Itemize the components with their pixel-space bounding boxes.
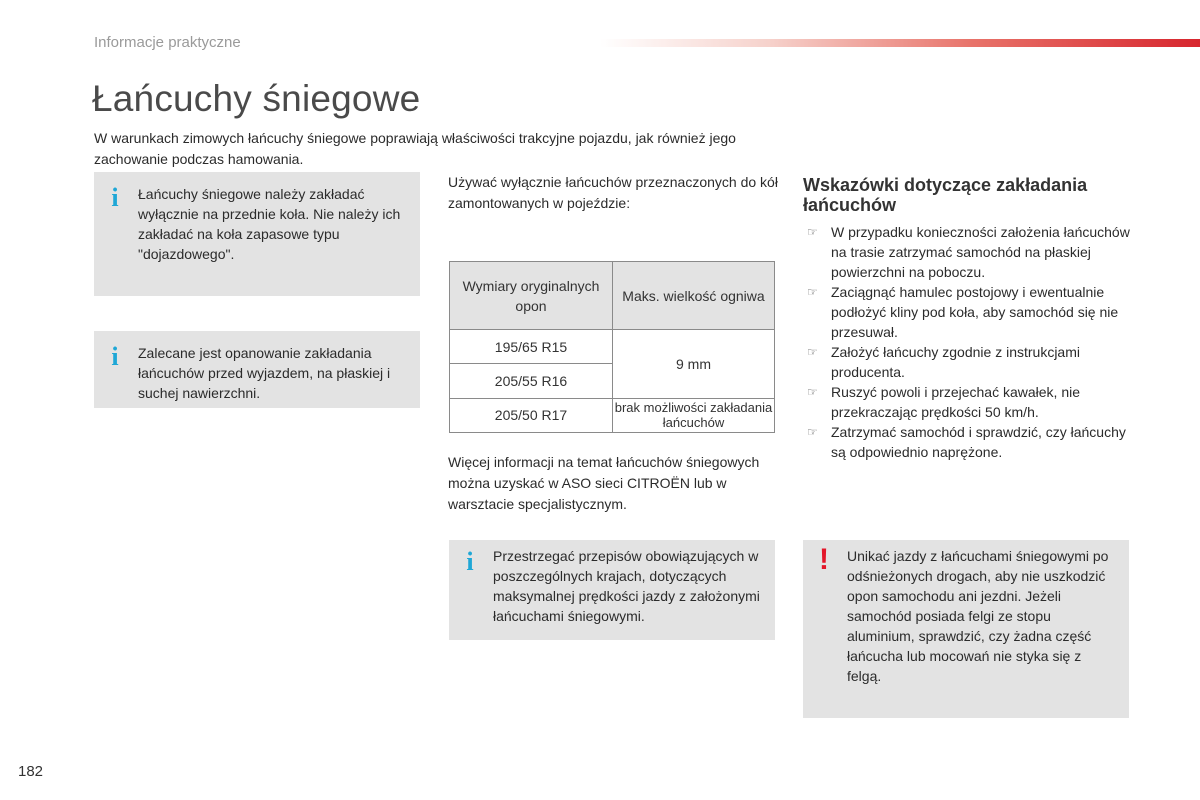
tip-text: Założyć łańcuchy zgodnie z instrukcjami producenta.	[831, 344, 1080, 380]
pointing-hand-icon: ☞	[807, 225, 818, 239]
page-number: 182	[18, 763, 44, 780]
table-cell-tire: 195/65 R15	[450, 330, 613, 364]
table-row	[450, 398, 775, 432]
info-box-text: Łańcuchy śniegowe należy zakładać wyłącznie na przednie koła. Nie należy ich zakładać na koła zapasowe typu "dojazdowego".	[138, 186, 401, 262]
tip-text: Ruszyć powoli i przejechać kawałek, nie przekraczając prędkości 50 km/h.	[831, 384, 1080, 420]
tip-text: Zaciągnąć hamulec postojowy i ewentualnie podłożyć kliny pod koła, aby samochód się nie przesuwał.	[831, 284, 1119, 340]
chain-size-table	[449, 261, 775, 433]
table-header-row	[450, 262, 775, 330]
intro-paragraph: W warunkach zimowych łańcuchy śniegowe poprawiają właściwości trakcyjne pojazdu, jak również jego zachowanie podczas hamowania.	[94, 130, 736, 167]
warning-box-text: Unikać jazdy z łańcuchami śniegowymi po odśnieżonych drogach, aby nie uszkodzić opon samochodu ani jezdni. Jeżeli samochód posiada felgi ze stopu aluminium, sprawdzić, czy żadna część łańcucha lub mocowań nie styka się z felgą.	[847, 548, 1109, 684]
list-item	[803, 282, 1133, 342]
info-box-text: Zalecane jest opanowanie zakładania łańcuchów przed wyjazdem, na płaskiej i suchej nawierzchni.	[138, 345, 391, 401]
warning-box-alloy-rims	[803, 540, 1129, 718]
tips-heading: Wskazówki dotyczące zakładania łańcuchów	[803, 175, 1088, 215]
info-icon: i	[111, 183, 119, 212]
table-header-link-size: Maks. wielkość ogniwa	[613, 262, 775, 330]
table-row	[450, 330, 775, 364]
table-cell-tire: 205/55 R16	[450, 364, 613, 398]
info-icon: i	[111, 342, 119, 371]
table-cell-tire: 205/50 R17	[450, 398, 613, 432]
list-item	[803, 342, 1133, 382]
page-title: Łańcuchy śniegowe	[92, 78, 421, 119]
pointing-hand-icon: ☞	[807, 285, 818, 299]
list-item	[803, 422, 1133, 462]
list-item	[803, 222, 1133, 282]
table-intro-text: Używać wyłącznie łańcuchów przeznaczonych do kół zamontowanych w pojeździe:	[448, 174, 778, 211]
table-cell-link-size: 9 mm	[613, 330, 775, 399]
section-label: Informacje praktyczne	[94, 34, 241, 51]
more-info-paragraph: Więcej informacji na temat łańcuchów śniegowych można uzyskać w ASO sieci CITROËN lub w warsztacie specjalistycznym.	[448, 454, 760, 512]
info-icon: i	[466, 547, 474, 576]
info-box-front-wheels	[94, 172, 420, 296]
list-item	[803, 382, 1133, 422]
tip-text: W przypadku konieczności założenia łańcuchów na trasie zatrzymać samochód na płaskiej powierzchni na poboczu.	[831, 224, 1130, 280]
info-box-practice	[94, 331, 420, 408]
table-cell-link-size: brak możliwości zakładania łańcuchów	[613, 398, 775, 432]
pointing-hand-icon: ☞	[807, 385, 818, 399]
pointing-hand-icon: ☞	[807, 345, 818, 359]
tip-text: Zatrzymać samochód i sprawdzić, czy łańcuchy są odpowiednio naprężone.	[831, 424, 1126, 460]
table-header-tire-size: Wymiary oryginalnych opon	[450, 262, 613, 330]
warning-icon: !	[819, 543, 829, 576]
tips-list	[803, 222, 1133, 462]
header-accent-bar	[600, 39, 1200, 47]
info-box-speed-limits	[449, 540, 775, 640]
info-box-text: Przestrzegać przepisów obowiązujących w poszczególnych krajach, dotyczących maksymalnej prędkości jazdy z założonymi łańcuchami śniegowymi.	[493, 548, 760, 624]
pointing-hand-icon: ☞	[807, 425, 818, 439]
